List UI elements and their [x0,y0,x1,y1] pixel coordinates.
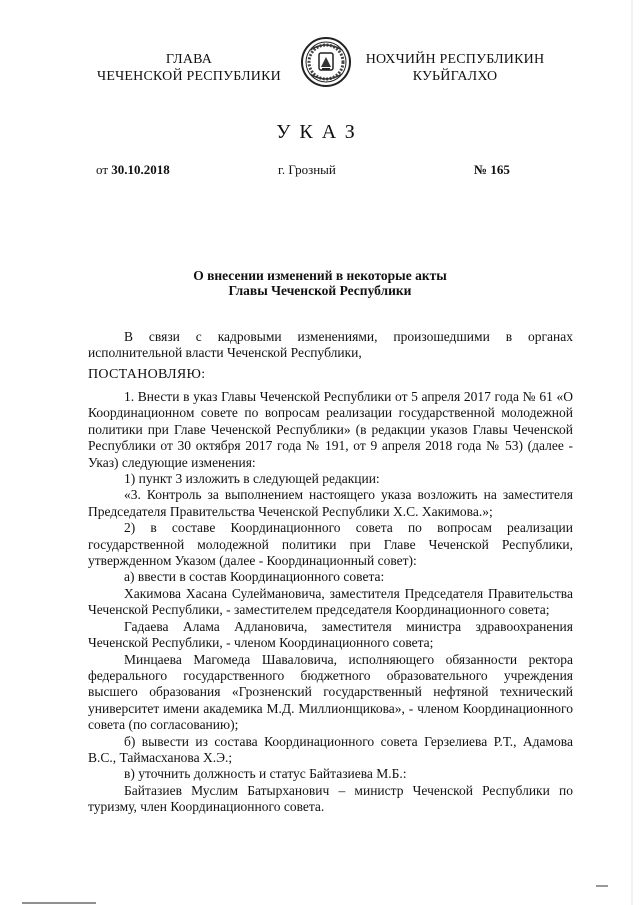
body-paragraph: 1) пункт 3 изложить в следующей редакции: [124,471,380,487]
header-left-line1: ГЛАВА [165,52,213,67]
decree-number [474,162,510,178]
header-left-line2: ЧЕЧЕНСКОЙ РЕСПУБЛИКИ [97,69,281,84]
header-left [84,51,294,85]
body-paragraph: 1. Внести в указ Главы Чеченской Республики от 5 апреля 2017 года № 61 «О Координационном совете по вопросам реализации государственной молодежной политики при Главе Чеченской Республики» (в редакции указов Главы Чеченской Республики от 30 октября 2017 года № 191, от 9 апреля 2018 года № 53) (далее - Указ) следующие изменения: [88,389,573,470]
resolve-heading: ПОСТАНОВЛЯЮ: [88,367,206,382]
number-value: 165 [490,162,510,177]
coat-of-arms-seal-icon [300,36,352,88]
date-value: 30.10.2018 [111,162,170,177]
subject-line1: О внесении изменений в некоторые акты [193,268,447,283]
body-paragraph: б) вывести из состава Координационного совета Герзелиева Р.Т., Адамова В.С., Таймасханова Х.Э.; [88,733,573,765]
body-paragraph: Гадаева Алама Адлановича, заместителя министра здравоохранения Чеченской Республики, - членом Координационного совета; [88,618,573,651]
decree-date [96,162,170,178]
body-paragraph: «3. Контроль за выполнением настоящего указа возложить на заместителя Председателя Правительства Чеченской Республики Х.С. Хакимова.»; [88,487,573,519]
header-right-line1: НОХЧИЙН РЕСПУБЛИКИН [365,52,545,67]
number-prefix: № [474,162,488,177]
header-right [350,51,560,85]
intro-paragraph: В связи с кадровыми изменениями, произошедшими в органах исполнительной власти Чеченской Республики, [88,329,573,361]
date-prefix: от [96,162,109,177]
body-paragraph: 2) в составе Координационного совета по вопросам реализации государственной молодежной политики при Главе Чеченской Республики, утвержденном Указом (далее - Координационный совет): [88,520,573,569]
decree-subject [120,268,520,298]
body-paragraph: Хакимова Хасана Сулеймановича, заместителя Председателя Правительства Чеченской Республики, - заместителем председателя Координационного совета; [88,585,573,618]
document-title: УКАЗ [276,121,364,143]
body-paragraph: а) ввести в состав Координационного совета: [124,569,385,585]
header-right-line2: КУЬЙГАЛХО [412,69,498,84]
decree-city: г. Грозный [278,162,336,177]
subject-line2: Главы Чеченской Республики [228,283,412,298]
body-paragraph: Байтазиев Муслим Батырханович – министр Чеченской Республики по туризму, член Координационного совета. [88,782,573,815]
body-paragraph: Минцаева Магомеда Шаваловича, исполняющего обязанности ректора федерального государственного бюджетного образовательного учреждения высшего образования «Грозненский государственный нефтяной технический университет имени академика М.Д. Миллионщикова», - членом Координационного совета (по согласованию); [88,651,573,733]
body-paragraph: в) уточнить должность и статус Байтазиева М.Б.: [124,766,407,782]
decree-body [88,389,573,816]
